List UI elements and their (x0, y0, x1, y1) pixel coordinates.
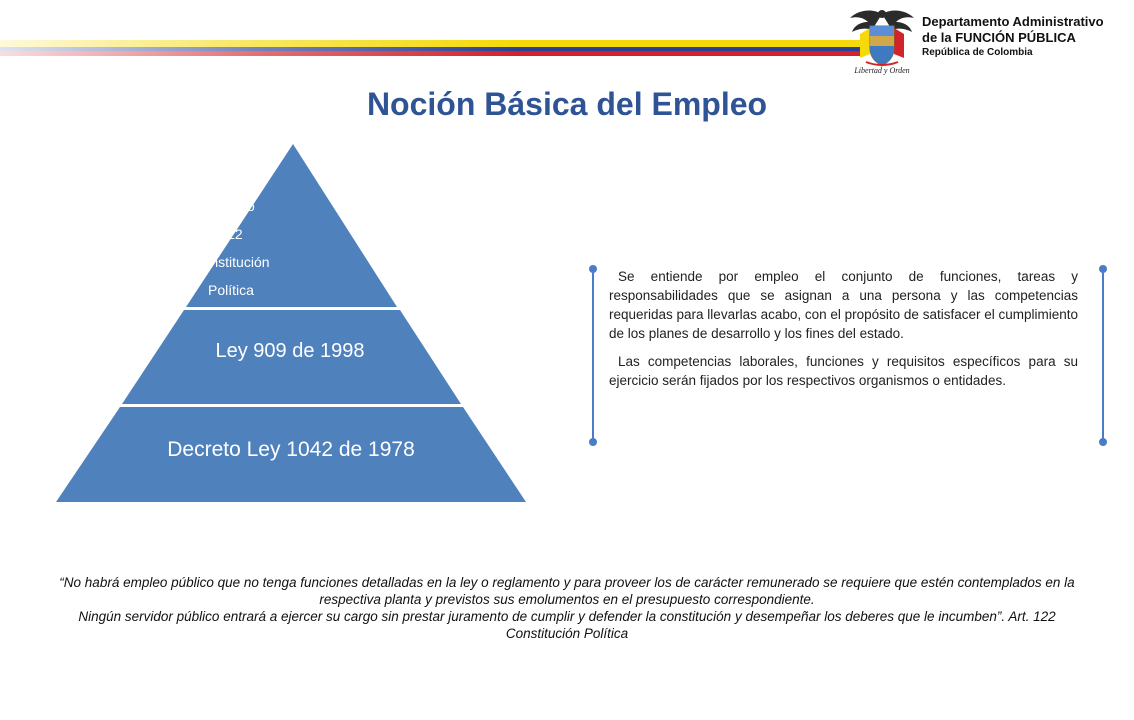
page-title: Noción Básica del Empleo (366, 86, 768, 122)
quote-paragraph-2: Ningún servidor público entrará a ejercer su cargo sin prestar juramento de cumplir y defender la constitución y desempeñar los deberes que le incumben”. Art. 122 Constitución Política (78, 609, 1056, 641)
motto-text: Libertad y Orden (854, 66, 910, 75)
bracket-dot (1099, 438, 1107, 446)
organization-name (922, 14, 1104, 60)
definition-paragraph-1: Se entiende por empleo el conjunto de funciones, tareas y responsabilidades que se asignan a una persona y las competencias requeridas para llevarlas acabo, con el propósito de satisfacer el cumplimiento de los planes de desarrollo y los fines del estado. (609, 269, 1078, 341)
bracket-dot (589, 438, 597, 446)
org-line-3: República de Colombia (922, 47, 1033, 58)
org-line-1: Departamento Administrativo (922, 14, 1104, 29)
definition-paragraph-2: Las competencias laborales, funciones y requisitos específicos para su ejercicio serán fijados por los respectivos organismos o entidades. (609, 354, 1078, 388)
constitution-quote (40, 574, 1094, 642)
bracket-right-line (1102, 270, 1104, 442)
quote-paragraph-1: “No habrá empleo público que no tenga funciones detalladas en la ley o reglamento y para proveer los de carácter remunerado se requiere que estén contemplados en la respectiva planta y previstos sus emolumentos en el presupuesto correspondiente. (59, 575, 1075, 607)
tier-1-label: Artículo 122 Constitución Política (192, 198, 270, 298)
bracket-left-line (592, 270, 594, 442)
definition-text (609, 267, 1078, 399)
bracket-dot (589, 265, 597, 273)
org-line-2: de la FUNCIÓN PÚBLICA (922, 30, 1076, 45)
tier-3-label: Decreto Ley 1042 de 1978 (167, 438, 415, 461)
stripe-fade (0, 40, 860, 56)
tier-2-label: Ley 909 de 1998 (215, 340, 365, 362)
bracket-dot (1099, 265, 1107, 273)
